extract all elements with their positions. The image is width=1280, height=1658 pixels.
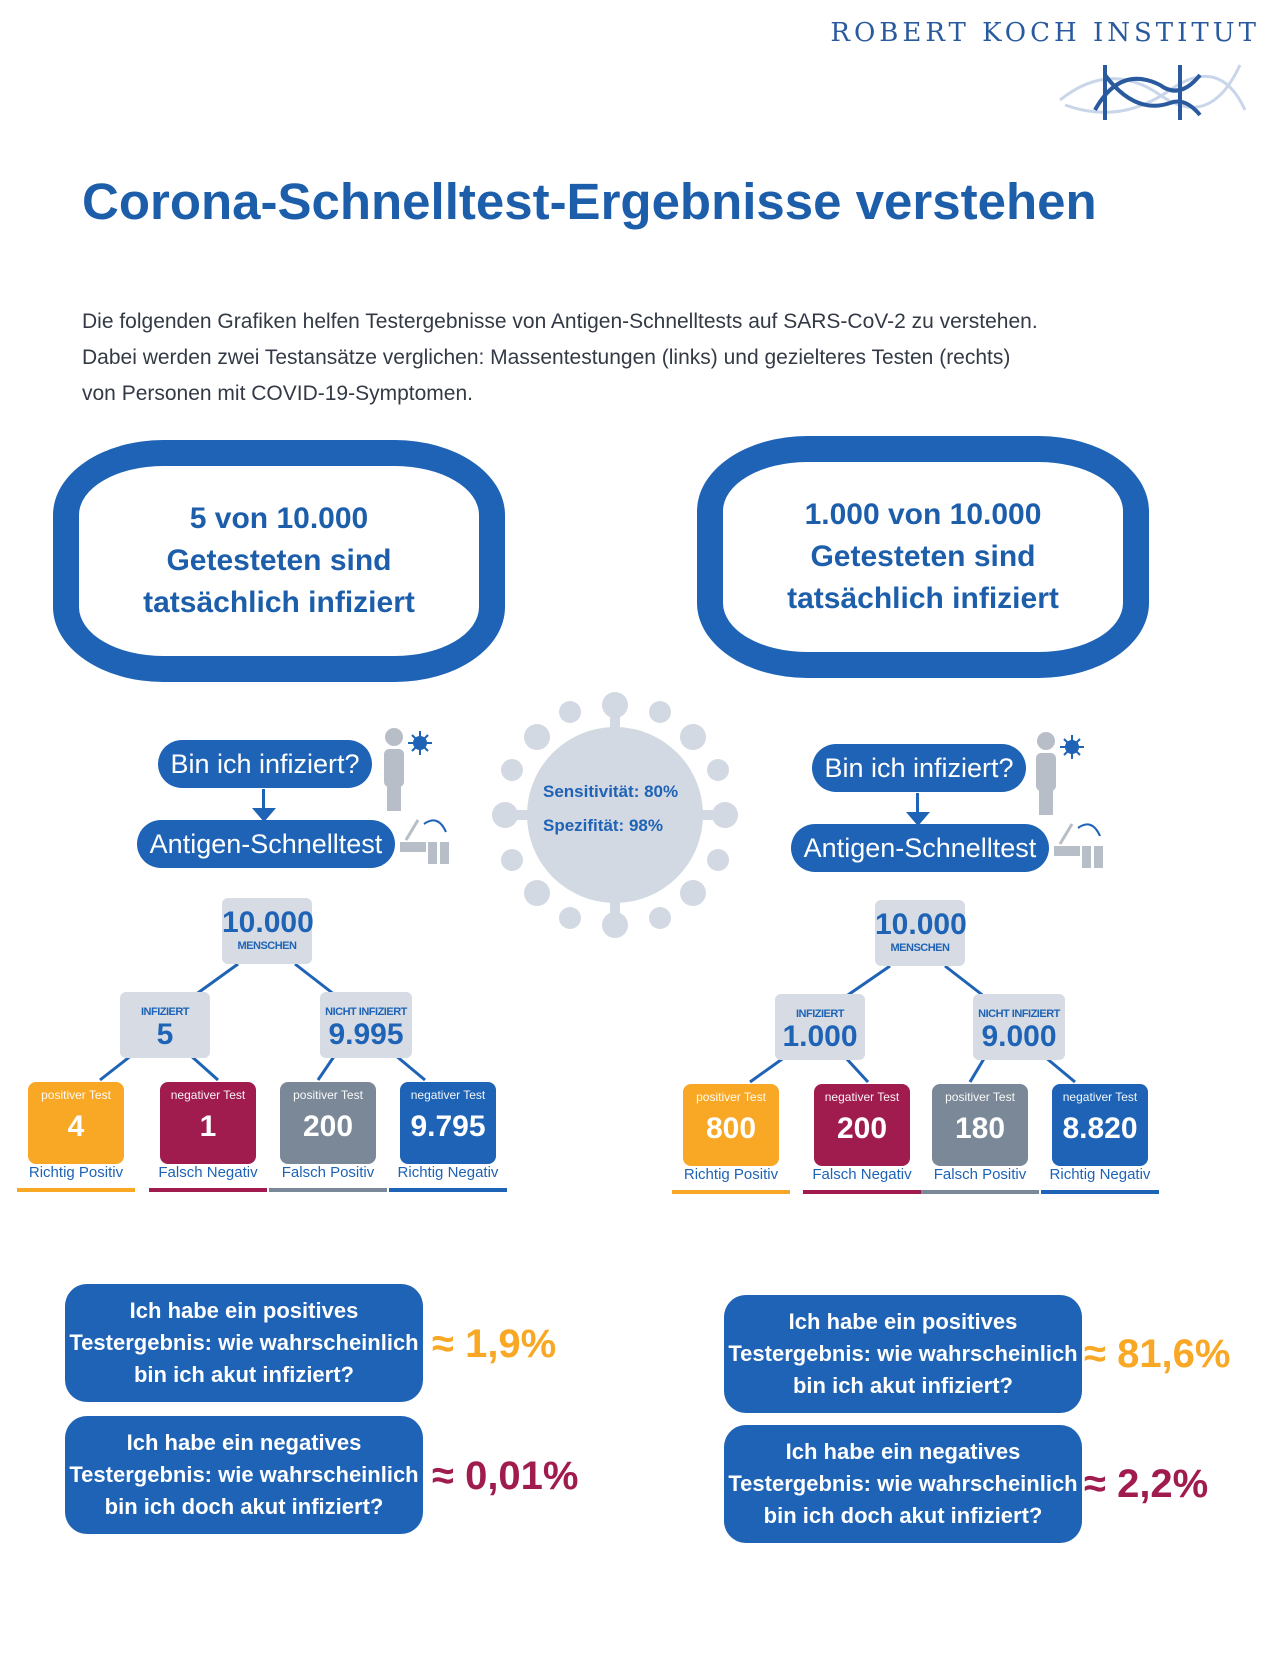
box-line: tatsächlich infiziert	[787, 582, 1059, 615]
result-value: 180	[954, 1112, 1006, 1145]
population-box-left	[53, 440, 505, 682]
not-infected-node-left	[320, 992, 412, 1058]
sensitivity-label: Sensitivität: 80%	[543, 782, 679, 801]
pct-positive-right: ≈ 81,6%	[1084, 1332, 1231, 1376]
infected-label: INFIZIERT	[140, 1006, 190, 1018]
not-infected-label: NICHT INFIZIERT	[978, 1008, 1060, 1020]
result-true-positive-left	[28, 1082, 124, 1164]
q-line: Testergebnis: wie wahrscheinlich	[728, 1341, 1078, 1366]
caption-underline	[149, 1188, 267, 1192]
q-line: bin ich akut infiziert?	[792, 1373, 1013, 1398]
root-label: MENSCHEN	[237, 940, 297, 952]
result-label: positiver Test	[945, 1090, 1015, 1104]
population-box-right	[697, 436, 1149, 678]
intro-text	[82, 304, 1222, 412]
root-value: 10.000	[222, 906, 314, 939]
question-positive-right	[724, 1295, 1082, 1413]
result-label: positiver Test	[293, 1088, 363, 1102]
page-title: Corona-Schnelltest-Ergebnisse verstehen	[82, 173, 1097, 230]
not-infected-label: NICHT INFIZIERT	[325, 1006, 407, 1018]
infected-node-right	[775, 994, 865, 1060]
caption-underline	[672, 1190, 790, 1194]
intro-line: Die folgenden Grafiken helfen Testergebnisse von Antigen-Schnelltests auf SARS-CoV-2 zu verstehen.	[82, 310, 1038, 333]
caption-underline	[1041, 1190, 1159, 1194]
box-line: Getesteten sind	[810, 540, 1036, 573]
result-label: positiver Test	[41, 1088, 111, 1102]
caption-true-negative-right: Richtig Negativ	[1049, 1166, 1151, 1183]
caption-true-negative-left: Richtig Negativ	[397, 1164, 499, 1181]
not-infected-value: 9.000	[981, 1020, 1057, 1053]
tree-root-left	[222, 898, 312, 964]
box-line: 5 von 10.000	[189, 502, 369, 535]
infected-value: 5	[156, 1018, 174, 1051]
intro-line: von Personen mit COVID-19-Symptomen.	[82, 382, 473, 405]
result-value: 4	[67, 1110, 85, 1143]
box-line: Getesteten sind	[166, 544, 392, 577]
caption-true-positive-left: Richtig Positiv	[28, 1164, 124, 1181]
intro-line: Dabei werden zwei Testansätze verglichen: Massentestungen (links) und gezielteres Testen (rechts)	[82, 346, 1011, 369]
result-true-negative-right	[1052, 1084, 1148, 1166]
test-pill-left: Antigen-Schnelltest	[137, 820, 395, 868]
q-line: Testergebnis: wie wahrscheinlich	[69, 1462, 419, 1487]
result-value: 800	[705, 1112, 757, 1145]
result-value: 9.795	[410, 1110, 486, 1143]
result-true-negative-left	[400, 1082, 496, 1164]
caption-false-positive-left: Falsch Positiv	[281, 1164, 375, 1181]
pct-negative-right: ≈ 2,2%	[1084, 1462, 1209, 1506]
caption-underline	[389, 1188, 507, 1192]
caption-false-negative-right: Falsch Negativ	[812, 1166, 912, 1183]
brand-name: ROBERT KOCH INSTITUT	[830, 18, 1260, 48]
q-line: Ich habe ein negatives	[126, 1430, 362, 1455]
not-infected-node-right	[973, 994, 1065, 1060]
q-line: Testergebnis: wie wahrscheinlich	[728, 1471, 1078, 1496]
result-false-negative-right	[814, 1084, 910, 1166]
pct-negative-left: ≈ 0,01%	[432, 1454, 579, 1498]
result-label: negativer Test	[824, 1090, 900, 1104]
q-line: bin ich doch akut infiziert?	[763, 1503, 1043, 1528]
q-line: bin ich doch akut infiziert?	[104, 1494, 384, 1519]
result-value: 8.820	[1062, 1112, 1138, 1145]
result-label: negativer Test	[1062, 1090, 1138, 1104]
result-label: negativer Test	[410, 1088, 486, 1102]
virus-icon	[490, 690, 740, 940]
q-line: Ich habe ein positives	[788, 1309, 1018, 1334]
person-icon	[1030, 729, 1086, 819]
caption-underline	[803, 1190, 921, 1194]
caption-underline	[17, 1188, 135, 1192]
test-pill-right: Antigen-Schnelltest	[791, 824, 1049, 872]
root-value: 10.000	[875, 908, 967, 941]
caption-false-negative-left: Falsch Negativ	[158, 1164, 258, 1181]
infected-label: INFIZIERT	[795, 1008, 845, 1020]
pct-positive-left: ≈ 1,9%	[432, 1322, 557, 1366]
result-label: positiver Test	[696, 1090, 766, 1104]
specificity-label: Spezifität: 98%	[543, 816, 663, 835]
test-kit-icon	[1052, 816, 1108, 872]
person-icon	[378, 725, 434, 815]
q-line: bin ich akut infiziert?	[133, 1362, 354, 1387]
result-label: negativer Test	[170, 1088, 246, 1102]
result-false-positive-left	[280, 1082, 376, 1164]
infected-value: 1.000	[782, 1020, 858, 1053]
rki-logo-icon	[1050, 55, 1250, 130]
box-line: 1.000 von 10.000	[804, 498, 1042, 531]
tree-root-right	[875, 900, 965, 966]
result-value: 1	[199, 1110, 217, 1143]
test-kit-icon	[398, 812, 454, 868]
question-pill-left: Bin ich infiziert?	[158, 740, 372, 788]
question-negative-left	[65, 1416, 423, 1534]
not-infected-value: 9.995	[328, 1018, 404, 1051]
infected-node-left	[120, 992, 210, 1058]
result-value: 200	[836, 1112, 888, 1145]
q-line: Ich habe ein positives	[129, 1298, 359, 1323]
question-negative-right	[724, 1425, 1082, 1543]
result-false-positive-right	[932, 1084, 1028, 1166]
result-false-negative-left	[160, 1082, 256, 1164]
q-line: Ich habe ein negatives	[785, 1439, 1021, 1464]
caption-true-positive-right: Richtig Positiv	[683, 1166, 779, 1183]
question-pill-right: Bin ich infiziert?	[812, 744, 1026, 792]
question-positive-left	[65, 1284, 423, 1402]
result-value: 200	[302, 1110, 354, 1143]
result-true-positive-right	[683, 1084, 779, 1166]
caption-underline	[921, 1190, 1039, 1194]
root-label: MENSCHEN	[890, 942, 950, 954]
caption-false-positive-right: Falsch Positiv	[933, 1166, 1027, 1183]
box-line: tatsächlich infiziert	[143, 586, 415, 619]
q-line: Testergebnis: wie wahrscheinlich	[69, 1330, 419, 1355]
caption-underline	[269, 1188, 387, 1192]
